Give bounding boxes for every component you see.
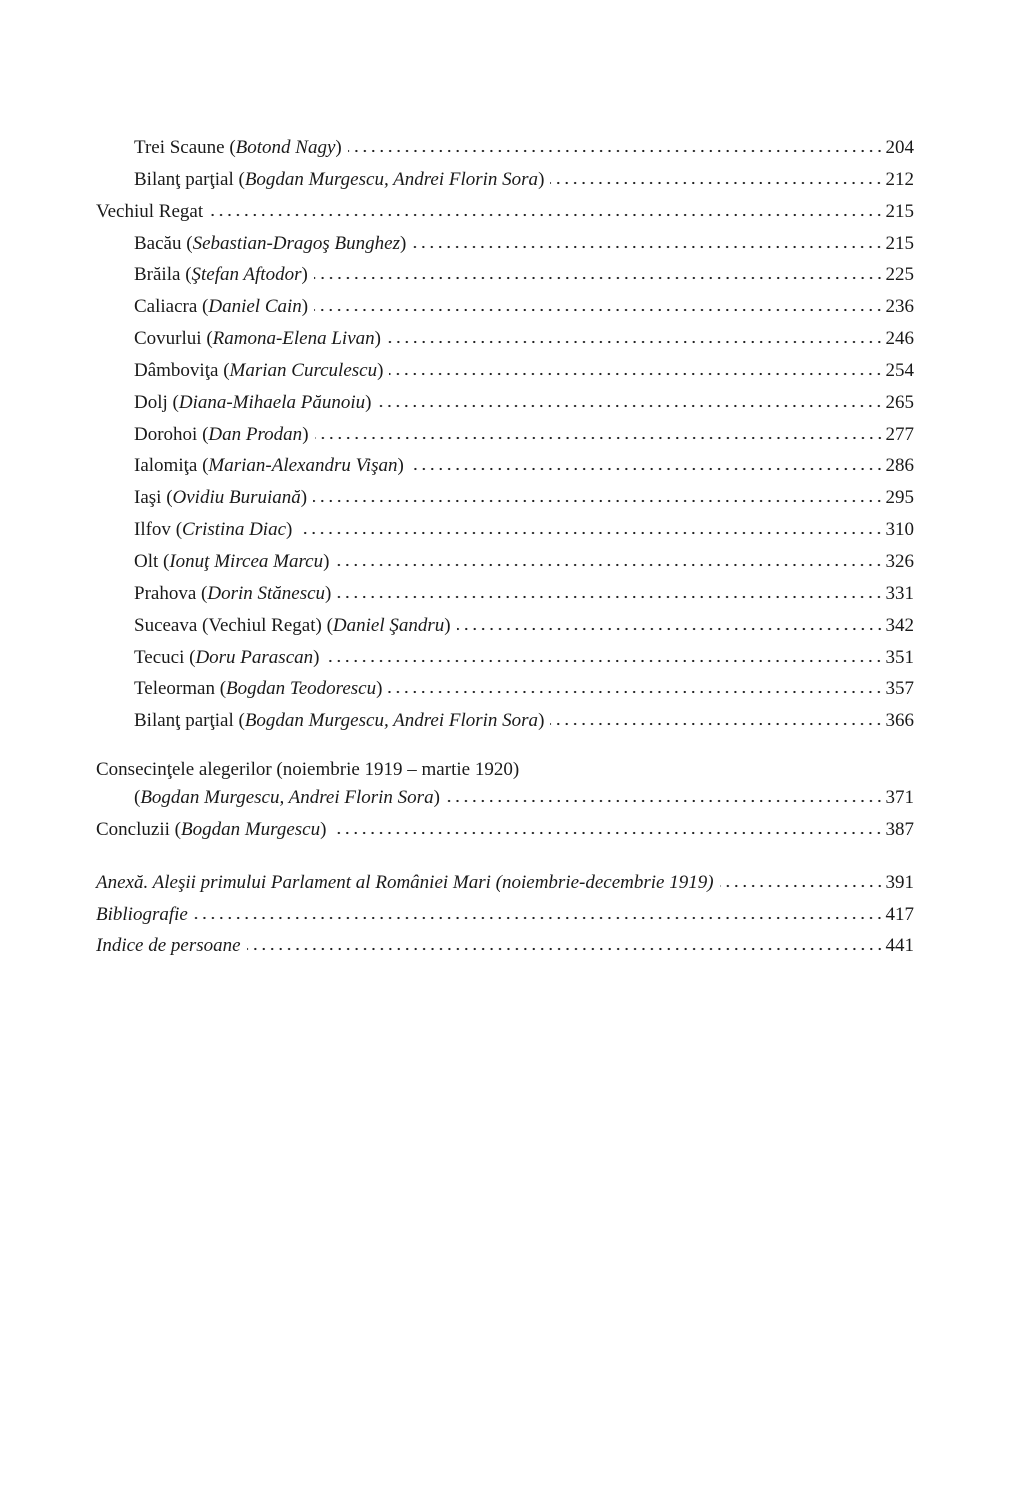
toc-entry-label	[96, 867, 714, 899]
entry-author: Marian-Alexandru Vişan	[208, 455, 398, 477]
entry-title: Olt	[134, 550, 159, 572]
entry-title: Indice de persoane	[96, 935, 241, 957]
entry-title: Vechiul Regat	[96, 200, 204, 222]
entry-author: Daniel Cain	[208, 296, 302, 318]
table-of-contents	[96, 132, 914, 962]
dot-leader	[313, 499, 883, 503]
toc-entry[interactable]	[96, 867, 914, 899]
entry-title: Caliacra	[134, 296, 198, 318]
entry-title: Covurlui	[134, 328, 202, 350]
dot-leader	[315, 436, 884, 440]
dot-leader	[314, 276, 884, 280]
toc-entry[interactable]	[96, 758, 914, 782]
entry-title: Bilanţ parţial	[134, 168, 234, 190]
toc-entry-label: (Bogdan Murgescu, Andrei Florin Sora)	[134, 787, 440, 809]
dot-leader	[298, 531, 883, 535]
entry-author: Bogdan Teodorescu	[226, 678, 377, 700]
page-number: 366	[885, 710, 914, 732]
toc-entry-label: Teleorman (Bogdan Teodorescu)	[134, 678, 383, 700]
dot-leader	[332, 831, 883, 835]
page-number: 342	[885, 614, 914, 636]
dot-leader	[720, 884, 884, 888]
dot-leader	[457, 627, 884, 631]
toc-entry-label: Covurlui (Ramona-Elena Livan)	[134, 328, 381, 350]
toc-entry-label: Tecuci (Doru Parascan)	[134, 646, 320, 668]
dot-leader	[412, 245, 883, 249]
toc-entry[interactable]	[96, 930, 914, 962]
entry-title: Anexă. Aleşii primului Parlament al României Mari (noiembrie-decembrie 1919)	[96, 871, 714, 893]
toc-entry[interactable]	[96, 259, 914, 291]
entry-title: Bilanţ parţial	[134, 710, 234, 732]
toc-entry-label	[96, 899, 188, 931]
page-number: 254	[885, 359, 914, 381]
page-number: 391	[885, 871, 914, 893]
toc-entry[interactable]	[96, 387, 914, 419]
toc-entry-label: Caliacra (Daniel Cain)	[134, 296, 309, 318]
toc-entry[interactable]	[96, 814, 914, 846]
page-number: 371	[885, 787, 914, 809]
toc-entry[interactable]	[96, 196, 914, 228]
toc-entry[interactable]	[96, 482, 914, 514]
entry-title: Teleorman	[134, 678, 215, 700]
dot-leader	[550, 181, 883, 185]
toc-entry-label: Olt (Ionuţ Mircea Marcu)	[134, 550, 330, 572]
toc-entry[interactable]	[96, 642, 914, 674]
page-number: 265	[885, 391, 914, 413]
page-number: 441	[885, 935, 914, 957]
toc-entry-label: Suceava (Vechiul Regat) (Daniel Şandru)	[134, 614, 451, 636]
entry-author: Ramona-Elena Livan	[212, 328, 375, 350]
page-number: 212	[885, 168, 914, 190]
entry-title: Tecuci	[134, 646, 185, 668]
dot-leader	[550, 722, 883, 726]
entry-author: Sebastian-Dragoş Bunghez	[192, 232, 400, 254]
entry-author: Dorin Stănescu	[207, 582, 326, 604]
dot-leader	[410, 467, 884, 471]
entry-author: Bogdan Murgescu, Andrei Florin Sora	[140, 787, 434, 809]
toc-entry-label: Ialomiţa (Marian-Alexandru Vişan)	[134, 455, 404, 477]
toc-entry-label: Iaşi (Ovidiu Buruiană)	[134, 487, 308, 509]
dot-leader	[209, 213, 883, 217]
entry-title: Dâmboviţa	[134, 359, 219, 381]
dot-leader	[335, 563, 883, 567]
entry-title: Consecinţele alegerilor (noiembrie 1919 – martie 1920)	[96, 759, 520, 781]
toc-entry-label: Concluzii (Bogdan Murgescu)	[96, 818, 327, 840]
entry-author: Doru Parascan	[195, 646, 314, 668]
toc-entry[interactable]	[96, 132, 914, 164]
toc-entry-label: Bacău (Sebastian-Dragoş Bunghez)	[134, 232, 407, 254]
page-number: 331	[885, 582, 914, 604]
toc-entry-label: Bilanţ parţial (Bogdan Murgescu, Andrei Florin Sora)	[134, 710, 545, 732]
page-number: 387	[885, 818, 914, 840]
toc-entry-label: Bilanţ parţial (Bogdan Murgescu, Andrei Florin Sora)	[134, 168, 545, 190]
entry-title: Trei Scaune	[134, 137, 225, 158]
entry-author: Daniel Şandru	[332, 614, 445, 636]
page-number: 417	[885, 903, 914, 925]
entry-author: Bogdan Murgescu, Andrei Florin Sora	[244, 710, 539, 732]
page-number: 225	[885, 264, 914, 286]
dot-leader	[325, 659, 883, 663]
toc-entry[interactable]	[96, 419, 914, 451]
toc-entry[interactable]	[96, 355, 914, 387]
entry-title: Concluzii	[96, 818, 170, 840]
toc-entry[interactable]	[96, 228, 914, 260]
entry-title: Brăila	[134, 264, 181, 286]
entry-title: Prahova	[134, 582, 197, 604]
page-number: 351	[885, 646, 914, 668]
entry-author: Marian Curculescu	[229, 359, 378, 381]
entry-title: Ilfov	[134, 519, 171, 541]
dot-leader	[389, 372, 883, 376]
toc-entry-label: Prahova (Dorin Stănescu)	[134, 582, 332, 604]
toc-entry[interactable]	[96, 323, 914, 355]
dot-leader	[314, 308, 883, 312]
dot-leader	[194, 916, 884, 920]
entry-title: Iaşi	[134, 487, 162, 509]
toc-entry[interactable]	[96, 164, 914, 196]
toc-entry-label: Dâmboviţa (Marian Curculescu)	[134, 359, 384, 381]
page-number: 357	[885, 678, 914, 700]
page-number: 236	[885, 296, 914, 318]
dot-leader	[387, 340, 884, 344]
page-number: 326	[885, 550, 914, 572]
toc-entry-label: Brăila (Ştefan Aftodor)	[134, 264, 308, 286]
toc-entry[interactable]	[96, 782, 914, 814]
entry-title: Suceava (Vechiul Regat)	[134, 614, 322, 636]
toc-entry[interactable]	[96, 450, 914, 482]
entry-author: Ionuţ Mircea Marcu	[169, 550, 324, 572]
page-number: 295	[885, 487, 914, 509]
page-number: 204	[885, 137, 914, 158]
entry-author: Bogdan Murgescu	[180, 818, 321, 840]
entry-author: Ovidiu Buruiană	[172, 487, 301, 509]
toc-entry-label: Trei Scaune (Botond Nagy)	[134, 137, 342, 158]
toc-entry-label	[96, 758, 519, 782]
entry-author: Dan Prodan	[208, 423, 303, 445]
entry-author: Diana-Mihaela Păunoiu	[178, 391, 366, 413]
entry-title: Bacău	[134, 232, 182, 254]
toc-entry[interactable]	[96, 514, 914, 546]
entry-author: Ştefan Aftodor	[191, 264, 302, 286]
entry-title: Ialomiţa	[134, 455, 198, 477]
page-number: 286	[885, 455, 914, 477]
dot-leader	[446, 799, 884, 803]
dot-leader	[348, 149, 884, 153]
toc-entry[interactable]	[96, 291, 914, 323]
toc-entry-label: Dorohoi (Dan Prodan)	[134, 423, 309, 445]
entry-title: Dolj	[134, 391, 168, 413]
page-number: 215	[885, 200, 914, 222]
entry-author: Botond Nagy	[235, 137, 336, 158]
toc-entry[interactable]	[96, 578, 914, 610]
toc-entry[interactable]	[96, 673, 914, 705]
toc-entry-label	[96, 196, 203, 228]
entry-author: Cristina Diac	[182, 519, 286, 541]
entry-title: Bibliografie	[96, 903, 188, 925]
page-number: 277	[885, 423, 914, 445]
dot-leader	[337, 595, 883, 599]
toc-entry[interactable]	[96, 546, 914, 578]
entry-author: Bogdan Murgescu, Andrei Florin Sora	[244, 168, 539, 190]
dot-leader	[377, 404, 883, 408]
toc-entry-label: Ilfov (Cristina Diac)	[134, 519, 293, 541]
toc-entry[interactable]	[96, 899, 914, 931]
toc-entry[interactable]	[96, 705, 914, 737]
toc-entry-label	[96, 930, 241, 962]
toc-entry[interactable]	[96, 610, 914, 642]
toc-entry-label: Dolj (Diana-Mihaela Păunoiu)	[134, 391, 372, 413]
page-number: 310	[885, 519, 914, 541]
dot-leader	[388, 690, 883, 694]
dot-leader	[247, 947, 884, 951]
page-number: 215	[885, 232, 914, 254]
page-number: 246	[885, 328, 914, 350]
entry-title: Dorohoi	[134, 423, 198, 445]
